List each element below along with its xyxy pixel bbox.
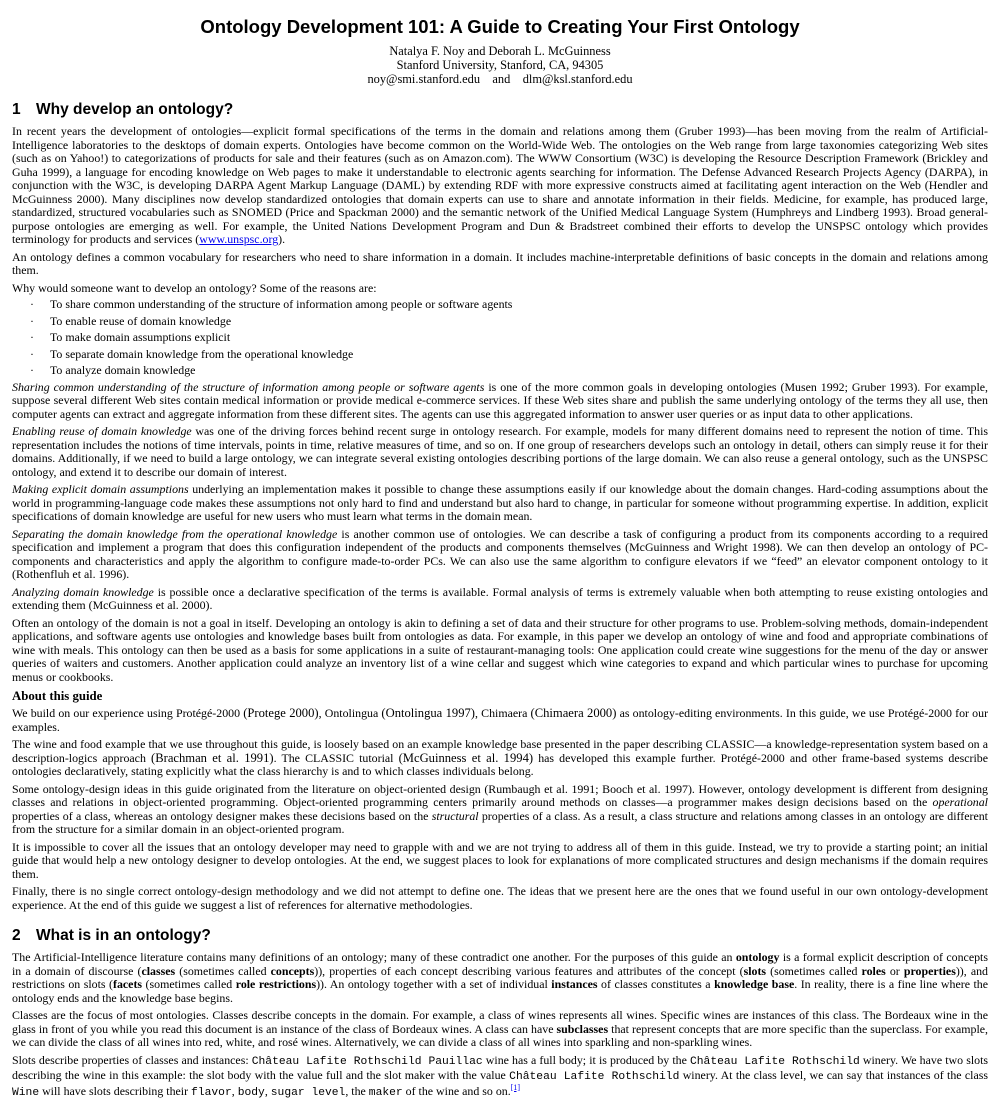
text-run: or — [886, 964, 904, 978]
paragraph-analyzing — [12, 586, 988, 613]
term: properties — [904, 964, 956, 978]
section-1-number: 1 — [12, 100, 36, 119]
paragraph-about-2 — [12, 738, 988, 779]
term: classes — [141, 964, 175, 978]
text-run: Some ontology-design ideas in this guide originated from the literature on object-oriented design (Rumbaugh et al. 1991; Booch et al. 1997). However, ontology development is different from designing classes and relations in object-oriented programming. Object-oriented programming centers primarily around methods on classes—a programmer makes design decisions based on the — [12, 782, 988, 810]
list-item: · To enable reuse of domain knowledge — [30, 315, 988, 329]
term-subclasses: subclasses — [557, 1022, 609, 1036]
text-run: The Artificial-Intelligence literature contains many definitions of an ontology; many of these contradict one another. For the purposes of this guide an — [12, 950, 736, 964]
affiliation: Stanford University, Stanford, CA, 94305 — [12, 58, 988, 72]
citation: (Brachman et al. 1991) — [151, 751, 274, 765]
citation: (Protege 2000) — [243, 706, 318, 720]
text-run: of the wine and so on. — [403, 1084, 511, 1098]
text-run: , Ontolingua — [319, 706, 382, 720]
paragraph-about-3 — [12, 783, 988, 837]
citation: (Ontolingua 1997) — [381, 706, 475, 720]
paragraph-classes — [12, 1009, 988, 1050]
paragraph-intro — [12, 125, 988, 247]
paragraph-intro-end: ). — [278, 232, 285, 246]
code-term: flavor — [191, 1087, 232, 1099]
text-run: . The CLASSIC tutorial — [274, 751, 399, 765]
text-run: is a formal explicit description of concepts in a domain of discourse ( — [12, 950, 988, 978]
code-term: maker — [369, 1087, 403, 1099]
text-run: that represent concepts that are more specific than the superclass. For example, we can divide the class of all wines into red, white, and rosé wines. Alternatively, we can divide a class of all wines into sparkling and non-sparkling wines. — [12, 1022, 988, 1050]
text-run: as ontology-editing environments. In this guide, we use Protégé-2000 for our examples. — [12, 706, 988, 734]
paragraph-ontology-definition — [12, 951, 988, 1005]
section-1-title: Why develop an ontology? — [36, 101, 233, 118]
section-2-heading — [12, 926, 988, 945]
sharing-emphasis: Sharing common understanding of the structure of information among people or software agents — [12, 380, 484, 394]
emphasis: structural — [432, 809, 479, 823]
reuse-text: was one of the driving forces behind recent surge in ontology research. For example, models for many different domains need to represent the notion of time. This representation includes the notions of time intervals, points in time, relative measures of time, and so on. If one group of researchers develops such an ontology in detail, others can simply reuse it for their domains. Additionally, if we need to build a large ontology, we can integrate several existing ontologies describing portions of the large domain. We can also reuse a general ontology, such as the UNSPSC ontology, and extend it to describe our domain of interest. — [12, 424, 988, 479]
section-2-number: 2 — [12, 926, 36, 945]
analyzing-text: is possible once a declarative specification of the terms is available. Formal analysis of terms is extremely valuable when both attempting to reuse existing ontologies and extending them (McGuinness et al. 2000). — [12, 585, 988, 613]
text-run: The wine and food example that we use throughout this guide, is loosely based on an example knowledge base presented in the paper describing CLASSIC—a knowledge-representation system based on a description-logics approach — [12, 737, 988, 765]
term: instances — [551, 977, 597, 991]
paper-title: Ontology Development 101: A Guide to Creating Your First Ontology — [12, 16, 988, 38]
term: roles — [862, 964, 886, 978]
analyzing-emphasis: Analyzing domain knowledge — [12, 585, 154, 599]
paragraph-about-5: Finally, there is no single correct ontology-design methodology and we did not attempt to define one. The ideas that we present here are the ones that we found useful in our own ontology-development experience. At the end of this guide we suggest a list of references for alternative methodologies. — [12, 885, 988, 912]
citation: (Chimaera 2000) — [531, 706, 617, 720]
explicit-emphasis: Making explicit domain assumptions — [12, 482, 189, 496]
paragraph-often: Often an ontology of the domain is not a goal in itself. Developing an ontology is akin to defining a set of data and their structure for other programs to use. Problem-solving methods, domain-independent applications, and software agents use ontologies and knowledge bases built from ontologies as data. For example, in this paper we develop an ontology of wine and food and appropriate combinations of wine with meals. This ontology can then be used as a basis for some applications in a suite of restaurant-managing tools: One application could create wine suggestions for the menu of the day or answer queries of waiters and customers. Another application could analyze an inventory list of a wine cellar and suggest which wine categories to expand and which particular wines to purchase for upcoming menus or cookbooks. — [12, 617, 988, 685]
separating-emphasis: Separating the domain knowledge from the operational knowledge — [12, 527, 337, 541]
code-term: body — [238, 1087, 265, 1099]
text-run: winery. We have two slots describing the wine in this example: the slot body with the value full and the slot maker with the value — [12, 1053, 988, 1083]
list-item: · To separate domain knowledge from the operational knowledge — [30, 348, 988, 362]
term: facets — [113, 977, 142, 991]
section-2-title: What is in an ontology? — [36, 927, 211, 944]
text-run: (sometimes called — [766, 964, 862, 978]
term: concepts — [271, 964, 315, 978]
text-run: Slots describe properties of classes and instances: — [12, 1053, 252, 1067]
code-term: Château Lafite Rothschild — [509, 1071, 679, 1083]
code-term: Château Lafite Rothschild — [690, 1056, 860, 1068]
authors: Natalya F. Noy and Deborah L. McGuinness — [12, 44, 988, 58]
code-term: sugar level — [271, 1087, 346, 1099]
paragraph-sharing — [12, 381, 988, 422]
list-item: · To make domain assumptions explicit — [30, 331, 988, 345]
section-1-heading — [12, 100, 988, 119]
paragraph-reuse — [12, 425, 988, 479]
text-run: , the — [345, 1084, 368, 1098]
paragraph-explicit — [12, 483, 988, 524]
text-run: )). An ontology together with a set of individual — [316, 977, 551, 991]
reuse-emphasis: Enabling reuse of domain knowledge — [12, 424, 192, 438]
about-guide-heading: About this guide — [12, 689, 988, 704]
paragraph-about-1 — [12, 707, 988, 734]
text-run: (sometimes called — [142, 977, 236, 991]
code-term: Château Lafite Rothschild Pauillac — [252, 1056, 483, 1068]
text-run: (sometimes called — [175, 964, 271, 978]
unspsc-link[interactable]: www.unspsc.org — [199, 232, 278, 246]
explicit-text: underlying an implementation makes it possible to change these assumptions easily if our knowledge about the domain changes. Hard-coding assumptions about the world in programming-language code makes these assumptions not only hard to find and understand but also hard to change, in particular for someone without programming expertise. In addition, explicit specifications of domain knowledge are useful for new users who must learn what terms in the domain mean. — [12, 482, 988, 523]
paragraph-intro-text: In recent years the development of ontologies—explicit formal specifications of the terms in the domain and relations among them (Gruber 1993)—has been moving from the realm of Artificial-Intelligence laboratories to the desktops of domain experts. Ontologies have become common on the World-Wide Web. The ontologies on the Web range from large taxonomies categorizing Web sites (such as on Yahoo!) to categorizations of products for sale and their features (such as on Amazon.com). The WWW Consortium (W3C) is developing the Resource Description Framework (Brickley and Guha 1999), a language for encoding knowledge on Web pages to make it understandable to electronic agents searching for information. The Defense Advanced Research Projects Agency (DARPA), in conjunction with the W3C, is developing DARPA Agent Markup Language (DAML) by extending RDF with more expressive constructs aimed at facilitating agent interaction on the Web (Hendler and McGuinness 2000). Many disciplines now develop standardized ontologies that domain experts can use to share and annotate information in their fields. Medicine, for example, has produced large, standardized, structured vocabularies such as SNOMED (Price and Spackman 2000) and the semantic network of the Unified Medical Language System (Humphreys and Lindberg 1993). Broad general-purpose ontologies are emerging as well. For example, the United Nations Development Program and Dun & Bradstreet combined their efforts to develop the UNSPSC ontology which provides terminology for products and services ( — [12, 124, 988, 246]
emphasis: operational — [933, 795, 989, 809]
reasons-list — [12, 298, 988, 378]
text-run: , — [232, 1084, 238, 1098]
text-run: , Chimaera — [475, 706, 531, 720]
text-run: of classes constitutes a — [598, 977, 715, 991]
text-run: Classes are the focus of most ontologies. Classes describe concepts in the domain. For example, a class of wines represents all wines. Specific wines are instances of this class. The Bordeaux wine in the glass in front of you while you read this document is an instance of the class of Bordeaux wines. A class can have — [12, 1008, 988, 1036]
paragraph-definition: An ontology defines a common vocabulary for researchers who need to share information in a domain. It includes machine-interpretable definitions of basic concepts in the domain and relations among them. — [12, 251, 988, 278]
paragraph-why: Why would someone want to develop an ontology? Some of the reasons are: — [12, 282, 988, 296]
text-run: will have slots describing their — [39, 1084, 191, 1098]
paragraph-about-4: It is impossible to cover all the issues that an ontology developer may need to grapple with and we are not trying to address all of them in this guide. Instead, we try to provide a starting point; an initial guide that would help a new ontology designer to develop ontologies. At the end, we suggest places to look for explanations of more complicated structures and design mechanisms if the domain requires them. — [12, 841, 988, 882]
separating-text: is another common use of ontologies. We can describe a task of configuring a product from its components according to a required specification and implement a program that does this configuration independent of the products and components themselves (McGuinness and Wright 1998). We can then develop an ontology of PC-components and characteristics and apply the algorithm to configure made-to-order PCs. We can also use the same algorithm to configure elevators if we “feed” an elevator component ontology to it (Rothenfluh et al. 1996). — [12, 527, 988, 582]
text-run: properties of a class. As a result, a class structure and relations among classes in an ontology are different from the structure for a similar domain in an object-oriented program. — [12, 809, 988, 837]
term: knowledge base — [714, 977, 794, 991]
paragraph-slots — [12, 1054, 988, 1100]
footnote-ref-link[interactable]: [1] — [511, 1083, 520, 1092]
citation: (McGuinness et al. 1994) — [399, 751, 533, 765]
term: role restrictions — [236, 977, 316, 991]
text-run: winery. At the class level, we can say that instances of the class — [679, 1068, 988, 1082]
text-run: properties of a class, whereas an ontology designer makes these decisions based on the — [12, 809, 432, 823]
text-run: We build on our experience using Protégé-2000 — [12, 706, 243, 720]
sharing-text: is one of the more common goals in developing ontologies (Musen 1992; Gruber 1993). For example, suppose several different Web sites contain medical information or provide medical e-commerce services. If these Web sites share and publish the same underlying ontology of the terms they all use, then computer agents can extract and aggregate information from these different sites. The agents can use this aggregated information to answer user queries or as input data to other applications. — [12, 380, 988, 421]
list-item: · To analyze domain knowledge — [30, 364, 988, 378]
text-run: )), properties of each concept describing various features and attributes of the concept ( — [314, 964, 743, 978]
text-run: , — [265, 1084, 271, 1098]
text-run: . In reality, there is a fine line where the ontology ends and the knowledge base begins. — [12, 977, 988, 1005]
list-item: · To share common understanding of the structure of information among people or software agents — [30, 298, 988, 312]
text-run: wine has a full body; it is produced by the — [483, 1053, 690, 1067]
code-term: Wine — [12, 1087, 39, 1099]
emails: noy@smi.stanford.edu and dlm@ksl.stanford.edu — [12, 72, 988, 86]
text-run: has developed this example further. Protégé-2000 and other frame-based systems describe ontologies declaratively, stating explicitly what the class hierarchy is and to which classes individuals belong. — [12, 751, 988, 779]
paragraph-separating — [12, 528, 988, 582]
document-page — [6, 0, 994, 1100]
term: ontology — [736, 950, 780, 964]
text-run: )), and restrictions on slots ( — [12, 964, 988, 992]
term: slots — [744, 964, 766, 978]
